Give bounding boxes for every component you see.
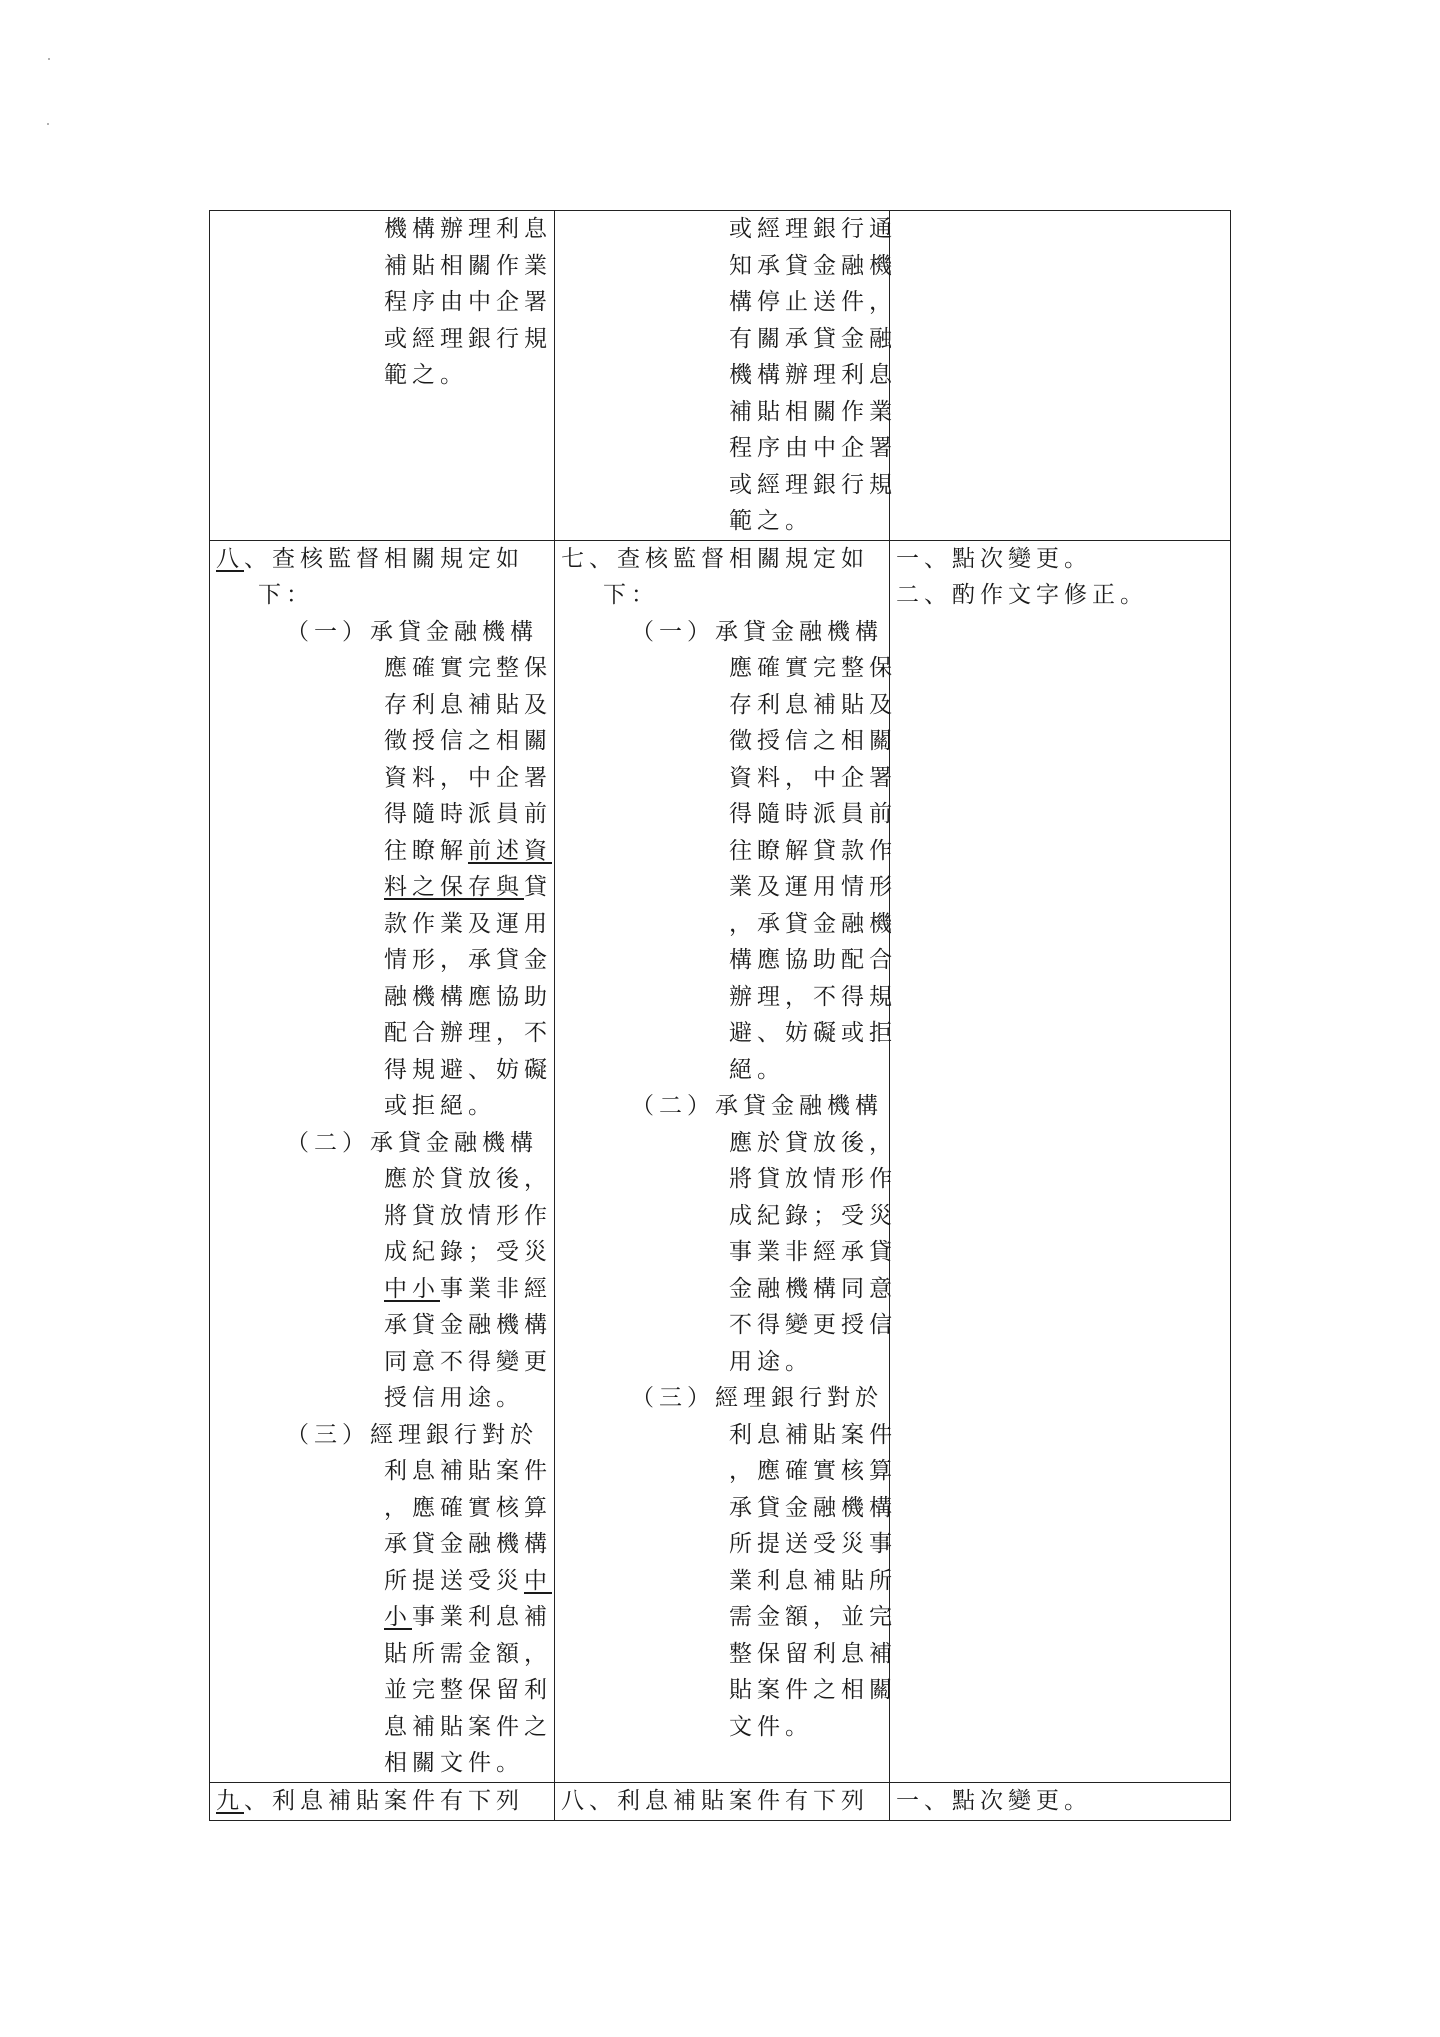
text-segment: 或經理銀行規 <box>384 325 552 352</box>
text-line <box>216 1271 554 1308</box>
text-segment: 授信用途。 <box>384 1385 524 1411</box>
text-segment: 利息補貼案件 <box>729 1421 897 1448</box>
text-line <box>561 248 897 285</box>
text-segment: 機構辦理利息 <box>384 216 552 242</box>
amended-text: 九 <box>216 1787 244 1814</box>
text-line <box>216 1563 554 1600</box>
text-line <box>561 1636 897 1673</box>
text-line <box>561 1125 897 1162</box>
text-segment: 事業非經 <box>440 1275 552 1302</box>
text-line <box>216 1307 554 1344</box>
text-segment: 文件。 <box>729 1713 813 1740</box>
text-line <box>216 1526 554 1563</box>
amended-provision-cell <box>210 1782 555 1820</box>
text-line <box>216 577 554 614</box>
text-line <box>561 614 889 651</box>
text-line <box>216 1088 554 1125</box>
text-segment: 成紀錄；受災 <box>729 1202 897 1229</box>
text-segment: 事業非經承貸 <box>729 1239 897 1265</box>
text-line <box>561 357 897 394</box>
text-segment: 構應協助配合 <box>729 947 897 973</box>
text-segment: 所提送受災事 <box>729 1531 897 1557</box>
text-segment: 相關文件。 <box>384 1750 524 1776</box>
text-segment: 情形，承貸金 <box>384 947 552 973</box>
text-segment: ，承貸金融機 <box>729 910 897 937</box>
text-segment: 下： <box>258 582 314 608</box>
amended-text: 小 <box>384 1604 412 1630</box>
text-segment: 應確實完整保 <box>384 655 552 681</box>
text-segment: 所提送受災 <box>384 1567 524 1594</box>
text-segment: 知承貸金融機 <box>729 252 897 279</box>
amended-provision-cell <box>210 540 555 1782</box>
text-segment: 將貸放情形作 <box>384 1202 552 1229</box>
text-line <box>561 1672 897 1709</box>
text-segment: 二、酌作文字修正。 <box>896 582 1148 608</box>
current-provision-cell <box>555 211 897 541</box>
text-line <box>216 614 554 651</box>
text-segment: 將貸放情形作 <box>729 1166 897 1192</box>
text-line <box>561 541 889 578</box>
text-segment: 業利息補貼所 <box>729 1567 897 1594</box>
text-segment: 貸 <box>524 874 552 900</box>
text-line <box>561 394 897 431</box>
text-segment: 應確實完整保 <box>729 655 897 681</box>
text-segment: 或拒絕。 <box>384 1093 496 1119</box>
text-segment: 同意不得變更 <box>384 1348 552 1375</box>
text-line <box>561 1015 897 1052</box>
text-segment: 應於貸放後， <box>384 1166 552 1192</box>
text-segment: （一）承貸金融機構 <box>286 618 538 645</box>
amended-text: 八 <box>216 545 244 572</box>
comparison-table <box>209 210 1231 1821</box>
text-line <box>561 1490 897 1527</box>
text-segment: 程序由中企署 <box>729 435 897 461</box>
text-segment: 構停止送件， <box>729 289 897 315</box>
text-segment: 需金額，並完 <box>729 1604 897 1630</box>
text-line <box>216 248 554 285</box>
table-row <box>210 211 1231 541</box>
text-segment: 辦理，不得規 <box>729 983 897 1010</box>
text-segment: 一、點次變更。 <box>896 1787 1092 1814</box>
text-line <box>561 1709 889 1746</box>
text-line <box>561 1453 897 1490</box>
text-line <box>561 906 897 943</box>
amended-provision-cell <box>210 211 555 541</box>
explanation-cell <box>890 540 1231 1782</box>
text-line <box>561 760 897 797</box>
text-line <box>216 1234 554 1271</box>
text-line <box>561 577 889 614</box>
text-line <box>896 577 1230 614</box>
text-line <box>896 1783 1230 1820</box>
text-segment: 徵授信之相關 <box>384 728 552 754</box>
text-line <box>216 211 554 248</box>
text-line <box>561 796 897 833</box>
text-segment: 七、查核監督相關規定如 <box>561 545 869 572</box>
text-segment: （一）承貸金融機構 <box>631 618 883 645</box>
text-line <box>216 1015 554 1052</box>
text-line <box>216 284 554 321</box>
text-segment: （二）承貸金融機構 <box>286 1129 538 1156</box>
text-line <box>216 833 554 870</box>
text-line <box>561 1307 897 1344</box>
text-line <box>561 979 897 1016</box>
text-segment: 存利息補貼及 <box>729 691 897 718</box>
text-segment: 避、妨礙或拒 <box>729 1020 897 1046</box>
text-line <box>216 1599 554 1636</box>
text-line <box>216 979 554 1016</box>
text-line <box>561 430 897 467</box>
text-segment: 得規避、妨礙 <box>384 1056 552 1083</box>
text-line <box>216 723 554 760</box>
text-segment: 息補貼案件之 <box>384 1713 552 1740</box>
text-segment: 或經理銀行規 <box>729 471 897 498</box>
text-line <box>561 1417 897 1454</box>
text-segment: 、查核監督相關規定如 <box>244 545 524 572</box>
text-line <box>216 321 554 358</box>
text-line <box>561 1052 889 1089</box>
text-segment: 利息補貼案件 <box>384 1458 552 1484</box>
current-provision-cell <box>555 1782 890 1820</box>
text-line <box>896 541 1230 578</box>
text-line <box>216 942 554 979</box>
text-line <box>561 1563 897 1600</box>
text-segment: 並完整保留利 <box>384 1677 552 1703</box>
text-line <box>561 1526 897 1563</box>
scan-speck <box>48 58 50 60</box>
text-segment: 或經理銀行通 <box>729 216 897 242</box>
amended-text: 中 <box>524 1567 552 1594</box>
text-line <box>561 723 897 760</box>
text-segment: 得隨時派員前 <box>729 801 897 827</box>
text-segment: 範之。 <box>729 508 813 534</box>
amended-text: 中小 <box>384 1275 440 1302</box>
text-line <box>216 1161 554 1198</box>
text-segment: 、利息補貼案件有下列 <box>244 1787 524 1814</box>
text-line <box>561 321 897 358</box>
text-segment: 範之。 <box>384 362 468 388</box>
text-segment: 往瞭解貸款作 <box>729 837 897 864</box>
text-segment: 款作業及運用 <box>384 910 552 937</box>
text-line <box>216 1198 554 1235</box>
text-segment: 承貸金融機構 <box>729 1494 897 1521</box>
text-line <box>216 1453 554 1490</box>
text-line <box>561 284 897 321</box>
text-segment: ，應確實核算 <box>729 1458 897 1484</box>
text-line <box>561 1161 897 1198</box>
text-line <box>216 1417 554 1454</box>
explanation-cell <box>890 1782 1231 1820</box>
text-segment: 存利息補貼及 <box>384 691 552 718</box>
text-line <box>561 467 897 504</box>
amended-text: 前述資 <box>468 837 552 864</box>
text-segment: 應於貸放後， <box>729 1129 897 1156</box>
text-line <box>561 1198 897 1235</box>
current-provision-cell <box>555 540 897 1782</box>
text-line <box>561 1344 889 1381</box>
text-segment: 事業利息補 <box>412 1604 552 1630</box>
text-line <box>216 541 554 578</box>
text-line <box>216 760 554 797</box>
text-line <box>561 1088 889 1125</box>
text-segment: 下： <box>603 582 659 608</box>
text-line <box>216 1344 554 1381</box>
text-segment: 承貸金融機構 <box>384 1312 552 1338</box>
text-line <box>561 1783 889 1820</box>
text-line <box>561 1599 897 1636</box>
text-segment: 業及運用情形 <box>729 874 897 900</box>
text-segment: 融機構應協助 <box>384 983 552 1010</box>
text-line <box>216 1783 554 1820</box>
text-segment: 得隨時派員前 <box>384 801 552 827</box>
text-line <box>216 1052 554 1089</box>
text-line <box>561 1380 889 1417</box>
explanation-cell <box>890 211 1231 541</box>
text-line <box>561 869 897 906</box>
text-segment: 補貼相關作業 <box>729 398 897 425</box>
text-line <box>216 1490 554 1527</box>
text-segment: 資料，中企署 <box>729 764 897 791</box>
text-line <box>216 1380 554 1417</box>
text-segment: 貼所需金額， <box>384 1640 552 1667</box>
text-line <box>216 650 554 687</box>
text-line <box>216 1709 554 1746</box>
text-line <box>561 650 897 687</box>
text-segment: （三）經理銀行對於 <box>631 1385 883 1411</box>
text-segment: 承貸金融機構 <box>384 1531 552 1557</box>
text-segment: 絕。 <box>729 1056 785 1083</box>
table-row <box>210 1782 1231 1820</box>
text-line <box>216 1636 554 1673</box>
text-segment: ，應確實核算 <box>384 1494 552 1521</box>
text-segment: 不得變更授信 <box>729 1312 897 1338</box>
text-segment: 資料，中企署 <box>384 764 552 791</box>
text-line <box>216 1125 554 1162</box>
text-line <box>216 906 554 943</box>
text-line <box>216 687 554 724</box>
text-line <box>561 833 897 870</box>
text-line <box>561 1271 897 1308</box>
text-line <box>216 869 554 906</box>
text-segment: 有關承貸金融 <box>729 325 897 352</box>
text-line <box>561 1234 897 1271</box>
text-line <box>561 211 897 248</box>
text-line <box>561 687 897 724</box>
text-segment: 一、點次變更。 <box>896 545 1092 572</box>
text-line <box>561 503 889 540</box>
text-segment: 程序由中企署 <box>384 289 552 315</box>
text-line <box>561 942 897 979</box>
text-segment: 往瞭解 <box>384 837 468 864</box>
text-segment: 徵授信之相關 <box>729 728 897 754</box>
text-segment: 金融機構同意 <box>729 1275 897 1302</box>
text-segment: 八、利息補貼案件有下列 <box>561 1787 869 1814</box>
text-segment: 整保留利息補 <box>729 1640 897 1667</box>
text-segment: 機構辦理利息 <box>729 362 897 388</box>
text-segment: （三）經理銀行對於 <box>286 1421 538 1448</box>
text-segment: 成紀錄；受災 <box>384 1239 552 1265</box>
text-line <box>216 796 554 833</box>
scan-speck <box>47 123 49 125</box>
amended-text: 料之保存與 <box>384 874 524 900</box>
text-line <box>216 1672 554 1709</box>
text-segment: 補貼相關作業 <box>384 252 552 279</box>
text-line <box>216 357 554 394</box>
table-row <box>210 540 1231 1782</box>
text-segment: 配合辦理，不 <box>384 1020 552 1046</box>
text-line <box>216 1745 554 1782</box>
text-segment: 貼案件之相關 <box>729 1677 897 1703</box>
text-segment: 用途。 <box>729 1348 813 1375</box>
text-segment: （二）承貸金融機構 <box>631 1093 883 1119</box>
